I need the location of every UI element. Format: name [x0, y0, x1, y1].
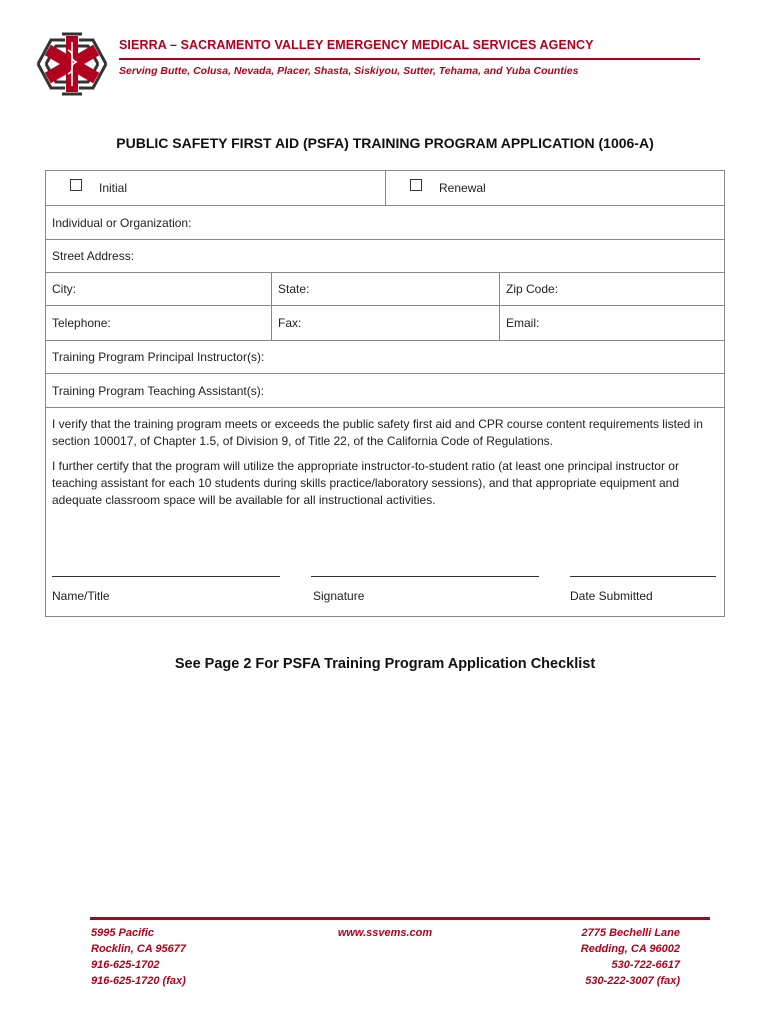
- individual-field[interactable]: [46, 206, 724, 239]
- footer-left-line: 916-625-1720 (fax): [91, 975, 186, 987]
- principal-instructor-field[interactable]: [46, 341, 724, 373]
- date-submitted-label: Date Submitted: [570, 589, 653, 603]
- footer-right-line: 2775 Bechelli Lane: [581, 927, 680, 939]
- certification-paragraph-2: I further certify that the program will utilize the appropriate instructor-to-student ratio (at least one principal instructor or teaching assistant for each 10 students during skills practice/laboratory sessions), and that appropriate equipment and adequate classroom space will be available for all instructional activities.: [52, 459, 680, 507]
- footer-right-line: 530-722-6617: [611, 959, 680, 971]
- renewal-label: Renewal: [439, 181, 486, 195]
- agency-logo: [32, 26, 112, 102]
- certification-paragraph-1: I verify that the training program meets or exceeds the public safety first aid and CPR course content requirements listed in section 100017, of Chapter 1.5, of Division 9, of Title 22, of the California Code of Regulations.: [52, 417, 703, 448]
- name-title-line[interactable]: [52, 576, 280, 577]
- contact-row: [46, 306, 724, 341]
- application-type-row: [46, 171, 724, 206]
- signature-line[interactable]: [311, 576, 539, 577]
- website-link[interactable]: www.ssvems.com: [337, 927, 433, 939]
- assistant-row: [46, 374, 724, 408]
- footer-left-line: 5995 Pacific: [91, 927, 154, 939]
- city-field[interactable]: [46, 273, 272, 305]
- street-address-field[interactable]: [46, 240, 724, 272]
- header-rule: [119, 58, 700, 60]
- certification-row: [46, 408, 724, 616]
- street-row: [46, 240, 724, 273]
- state-label: State:: [278, 282, 310, 296]
- fax-field[interactable]: [272, 306, 500, 340]
- zip-code-field[interactable]: [500, 273, 724, 305]
- application-form: [45, 170, 725, 617]
- checklist-note: See Page 2 For PSFA Training Program Application Checklist: [174, 656, 596, 672]
- footer-left-line: 916-625-1702: [91, 959, 160, 971]
- telephone-field[interactable]: [46, 306, 272, 340]
- individual-row: [46, 206, 724, 240]
- page-title: PUBLIC SAFETY FIRST AID (PSFA) TRAINING PROGRAM APPLICATION (1006-A): [116, 135, 654, 151]
- footer-rule: [90, 917, 710, 920]
- email-label: Email:: [506, 316, 540, 330]
- date-line[interactable]: [570, 576, 716, 577]
- name-title-label: Name/Title: [52, 589, 110, 603]
- footer-right-line: Redding, CA 96002: [580, 943, 680, 955]
- email-field[interactable]: [500, 306, 724, 340]
- assistant-label: Training Program Teaching Assistant(s):: [52, 383, 265, 398]
- counties-served: Serving Butte, Colusa, Nevada, Placer, Shasta, Siskiyou, Sutter, Tehama, and Yuba Counties: [119, 65, 579, 77]
- city-label: City:: [52, 282, 76, 296]
- footer-right-line: 530-222-3007 (fax): [585, 975, 680, 987]
- agency-name: SIERRA – SACRAMENTO VALLEY EMERGENCY MEDICAL SERVICES AGENCY: [119, 38, 594, 52]
- fax-label: Fax:: [278, 316, 302, 330]
- individual-label: Individual or Organization:: [52, 215, 192, 230]
- zip-label: Zip Code:: [506, 282, 559, 296]
- teaching-assistant-field[interactable]: [46, 374, 724, 407]
- renewal-option[interactable]: [386, 171, 724, 205]
- state-field[interactable]: [272, 273, 500, 305]
- signature-label: Signature: [313, 589, 365, 603]
- city-state-zip-row: [46, 273, 724, 306]
- footer-left-line: Rocklin, CA 95677: [91, 943, 186, 955]
- telephone-label: Telephone:: [52, 316, 111, 330]
- initial-label: Initial: [99, 181, 128, 195]
- renewal-checkbox[interactable]: [410, 179, 422, 191]
- star-of-life-icon: [32, 26, 112, 102]
- footer-redding-address: [520, 925, 680, 989]
- principal-label: Training Program Principal Instructor(s):: [52, 350, 265, 364]
- initial-checkbox[interactable]: [70, 179, 82, 191]
- initial-option[interactable]: [46, 171, 386, 205]
- certification-section: [46, 408, 724, 616]
- principal-row: [46, 341, 724, 374]
- street-label: Street Address:: [52, 249, 135, 263]
